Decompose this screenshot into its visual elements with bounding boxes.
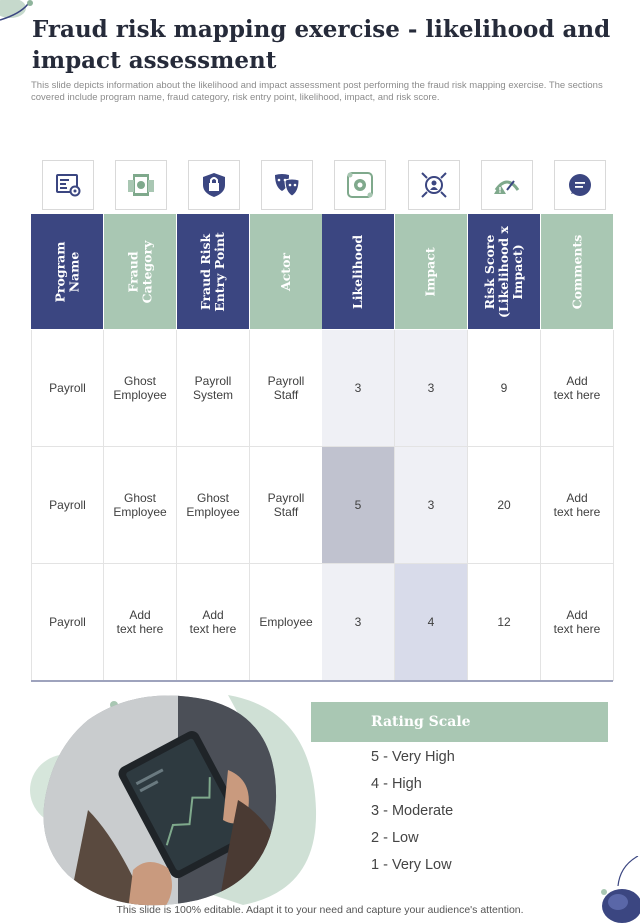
table-cell: 5 (322, 447, 395, 564)
table-cell: 3 (322, 330, 395, 447)
column-header-entry-point: Fraud Risk Entry Point (177, 214, 249, 329)
table-cell: Payroll (31, 447, 104, 564)
column-header-fraud-category: Fraud Category (104, 214, 176, 329)
rating-item: 2 - Low (371, 830, 419, 846)
table-cell: Payroll Staff (250, 330, 323, 447)
shield-lock-icon (188, 160, 240, 210)
footer-note: This slide is 100% editable. Adapt it to your need and capture your audience's attention. (116, 904, 524, 916)
column-header-risk-score: Risk Score (Likelihood x Impact) (468, 214, 540, 329)
rating-item: 1 - Very Low (371, 857, 452, 873)
decorative-mouse-icon (590, 856, 640, 924)
table-cell: Ghost Employee (104, 447, 177, 564)
table-cell: 4 (395, 564, 468, 681)
table-cell: Add text here (104, 564, 177, 681)
rating-scale-header: Rating Scale (311, 702, 608, 742)
table-cell: 20 (468, 447, 541, 564)
chat-bubble-icon (554, 160, 606, 210)
rating-item: 3 - Moderate (371, 803, 454, 819)
table-cell: Ghost Employee (104, 330, 177, 447)
table-cell: 3 (395, 447, 468, 564)
table-cell: Add text here (541, 564, 614, 681)
rating-item: 5 - Very High (371, 749, 455, 765)
table-cell: Payroll (31, 564, 104, 681)
column-header-impact: Impact (395, 214, 467, 329)
table-cell: Add text here (541, 447, 614, 564)
table-cell: Payroll Staff (250, 447, 323, 564)
recycle-gear-icon (334, 160, 386, 210)
table-cell: Payroll (31, 330, 104, 447)
table-cell: 9 (468, 330, 541, 447)
tablet-photo (28, 690, 318, 910)
table-bottom-divider (31, 680, 613, 682)
dashboard-gear-icon (42, 160, 94, 210)
gauge-icon (481, 160, 533, 210)
table-cell: Employee (250, 564, 323, 681)
table-cell: Add text here (177, 564, 250, 681)
table-cell: 12 (468, 564, 541, 681)
column-header-program-name: Program Name (31, 214, 103, 329)
column-header-comments: Comments (541, 214, 613, 329)
money-icon (115, 160, 167, 210)
theater-masks-icon (261, 160, 313, 210)
table-cell: 3 (322, 564, 395, 681)
page-title: Fraud risk mapping exercise - likelihood and impact assessment (32, 16, 611, 74)
table-cell: Ghost Employee (177, 447, 250, 564)
table-cell: Add text here (541, 330, 614, 447)
table-cell: Payroll System (177, 330, 250, 447)
target-person-icon (408, 160, 460, 210)
column-header-likelihood: Likelihood (322, 214, 394, 329)
rating-item: 4 - High (371, 776, 422, 792)
column-header-actor: Actor (250, 214, 322, 329)
page-subtitle: This slide depicts information about the likelihood and impact assessment post performing the fraud risk mapping exercise. The sections covered include program name, fraud category, risk entry point, likelihood, impact, and risk score. (31, 80, 603, 103)
table-cell: 3 (395, 330, 468, 447)
